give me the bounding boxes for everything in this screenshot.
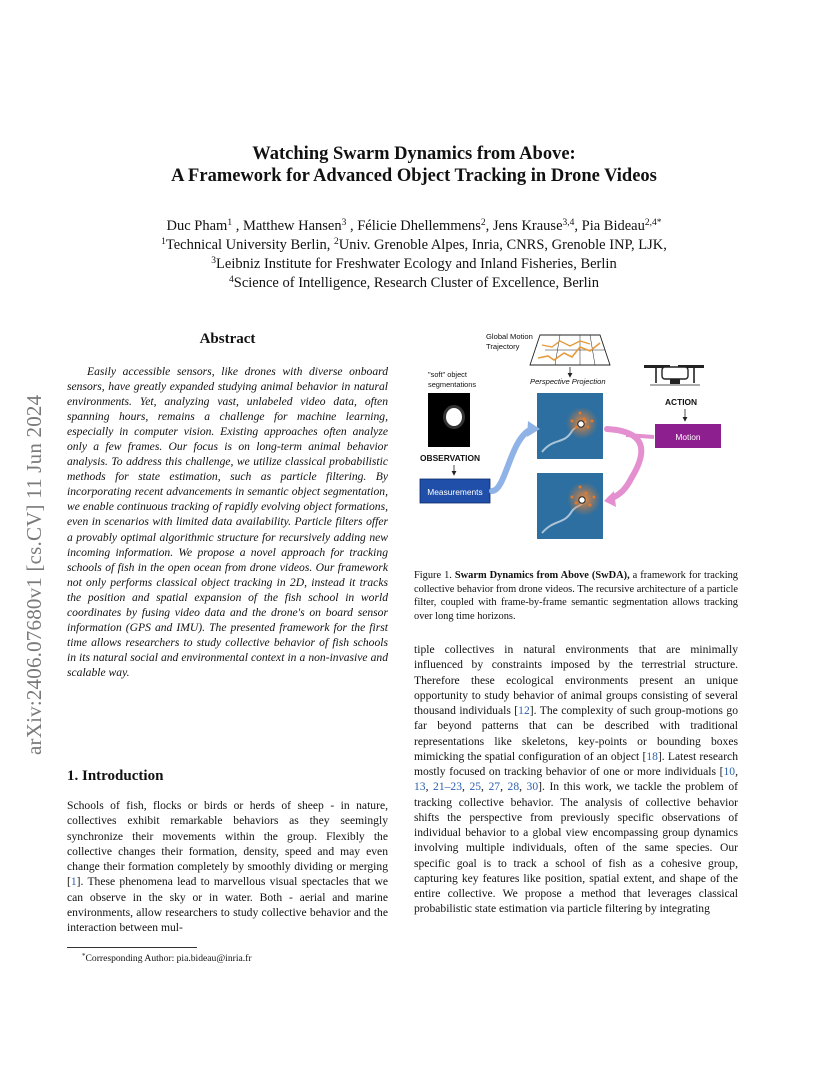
author-affiliation-mark: 3	[341, 218, 347, 228]
abstract-text: Easily accessible sensors, like drones with diverse onboard sensors, have greatly expanded studying animal behavior in natural environments. Yet, analyzing vast, unlabeled video data, often spanning hours, remains a challenge for machine learning, especially in computer vision. Existing approaches often analyze only a few frames. Our focus is on long-term animal behavior analysis. To address this challenge, we utilize classical probabilistic methods for state estimation, such as particle filtering. By incorporating recent advancements in semantic object segmentation, we enable continuous tracking of rapidly evolving object formations, even in scenarios with limited data availability. Particle filters offer a provably optimal algorithmic structure for recursively adding new incoming information. We propose a novel approach for tracking schools of fish in the open ocean from drone videos. Our framework not only performs classical object tracking in 2D, instead it tracks the position and spatial expansion of the fish school in world coordinates by fusing video data and the drone's on board sensor information (GPS and IMU). The presented framework for the first time allows researchers to study collective behavior of fish schools in its natural social and environmental context in a non-invasive and scalable way.	[67, 365, 388, 679]
separator: ,	[481, 780, 489, 794]
citation-link[interactable]: 18	[646, 749, 658, 763]
author-block	[60, 217, 768, 293]
body-text: tiple collectives in natural environments that are minimally influenced by constraints imposed by the terrestrial structure. Therefore these ecological environments present an unique opportunity to study behavior of animal groups consisting of several thousand individuals [	[414, 643, 738, 717]
affiliation-line	[60, 255, 768, 274]
citation-link[interactable]: 25	[469, 780, 482, 794]
framework-diagram	[414, 327, 738, 559]
paper-title	[60, 143, 768, 187]
abstract-heading: Abstract	[199, 331, 256, 347]
motion-label: Motion	[675, 432, 701, 442]
author-name: Jens Krause	[492, 218, 563, 234]
affiliation-mark: 3	[211, 256, 217, 266]
separator: ,	[519, 780, 527, 794]
perspective-projection-label: Perspective Projection	[530, 377, 606, 386]
body-text: ]. The complexity of such group-motions go far beyond patterns that can be described with traditional representations like skeletons, key-points or bounding boxes mimicking the spatial configuration of an object [	[414, 704, 738, 763]
body-text: Schools of fish, flocks or birds or herds of sheep - in nature, collectives exhibit remarkable behaviors as they seemingly synchronize their movements within the group. Flexibly the collective changes their formation, density, speed and may even change their formation completely by smoothly dividing or merging [	[67, 799, 388, 889]
footnote-mark: *	[82, 952, 86, 960]
soft-segmentation-label-1: "soft" object	[428, 370, 467, 379]
title-line-2: A Framework for Advanced Object Tracking in Drone Videos	[171, 166, 657, 186]
footnote-text: Corresponding Author: pia.bideau@inria.fr	[85, 953, 252, 964]
author-affiliation-mark: 2	[480, 218, 486, 228]
body-text: ]. These phenomena lead to marvellous visual spectacles that we can observe in the sky or in water. Both - aerial and marine environments, allow researchers to study collective behavior and the interaction between mul-	[67, 875, 388, 934]
introduction-text	[67, 798, 388, 935]
introduction-heading: 1. Introduction	[67, 768, 164, 784]
affiliation-text: Technical University Berlin,	[165, 237, 334, 253]
caption-text: a framework for tracking collective behavior from drone videos. The recursive architecture of a particle filter, coupled with frame-by-frame semantic segmentation allows tracking over long time horizons.	[414, 570, 738, 622]
author-affiliation-mark: 3,4	[562, 218, 575, 228]
global-motion-label-1: Global Motion	[486, 332, 533, 341]
citation-link[interactable]: 30	[526, 780, 539, 794]
citation-link[interactable]: 12	[518, 704, 530, 717]
observation-arrow	[492, 429, 532, 491]
observation-label: OBSERVATION	[420, 453, 481, 463]
citation-link[interactable]: 27	[488, 780, 501, 794]
affiliation-line	[60, 236, 768, 255]
author-name: Félicie Dhellemmens	[357, 218, 481, 234]
separator: ,	[500, 780, 508, 794]
affiliation-line	[60, 274, 768, 293]
citation-link[interactable]: 10	[723, 765, 736, 778]
author-affiliation-mark: 1	[227, 218, 233, 228]
affiliation-text: Science of Intelligence, Research Cluster of Excellence, Berlin	[233, 275, 599, 291]
figure-1	[414, 327, 738, 559]
author-affiliation-mark: 2,4*	[644, 218, 662, 228]
action-label: ACTION	[665, 397, 698, 407]
separator: ,	[425, 780, 434, 794]
figure-caption	[414, 569, 738, 623]
citation-link[interactable]: 28	[507, 780, 520, 794]
citation-link[interactable]: 13	[414, 780, 426, 794]
action-arrow	[607, 429, 641, 499]
separator: ,	[462, 780, 470, 794]
title-line-1: Watching Swarm Dynamics from Above:	[252, 144, 576, 164]
soft-segmentation-label-2: segmentations	[428, 380, 477, 389]
trajectory-grid	[530, 335, 610, 365]
affiliation-mark: 4	[229, 275, 234, 285]
drone-frame-top	[537, 393, 603, 459]
global-motion-label-2: Trajectory	[486, 342, 520, 351]
author-name: Pia Bideau	[581, 218, 645, 234]
introduction-text-continued	[414, 642, 738, 917]
measurements-label: Measurements	[427, 487, 483, 497]
affiliation-text: Leibniz Institute for Freshwater Ecology and Inland Fisheries, Berlin	[216, 256, 617, 272]
drone-frame-bottom	[537, 473, 603, 539]
affiliation-text: Univ. Grenoble Alpes, Inria, CNRS, Grenoble INP, LJK,	[338, 237, 667, 253]
author-name: Duc Pham	[166, 218, 228, 234]
citation-link[interactable]: 1	[70, 875, 77, 889]
caption-title: Swarm Dynamics from Above (SwDA),	[454, 570, 630, 581]
arxiv-identifier: arXiv:2406.07680v1 [cs.CV] 11 Jun 2024	[22, 394, 46, 755]
body-text: ]. In this work, we tackle the problem of tracking collective behavior. The analysis of collective behavior shifts the perspective from previously specific observations of individual behavior to a global view encompassing group dynamics involving multiple individuals, often of the same species. Our specific goal is to track a school of fish as a cohesive group, capturing key features like position, spatial extent, and shape of the entire collective. We propose a method that leverages classical probabilistic state estimation via particle filtering by integrating	[414, 780, 738, 916]
body-text: ]. Latest research mostly focused on tracking behavior of one or more individuals [	[414, 749, 739, 778]
footnote-divider	[67, 947, 197, 948]
citation-link[interactable]: 21–23	[433, 780, 463, 794]
drone-icon	[644, 365, 704, 385]
footnote	[82, 952, 252, 964]
affiliation-mark: 1	[161, 237, 166, 247]
author-name: Matthew Hansen	[242, 218, 342, 234]
affiliation-mark: 2	[334, 237, 339, 247]
separator: ,	[735, 765, 738, 778]
caption-label: Figure 1.	[414, 570, 455, 581]
author-list: Duc Pham$^1$ , Matthew Hansen$^3$ , Félicie Dhellemmens$^2$, Jens Krause$^{3,4}$, Pia Bideau$^{2,4*}$	[166, 218, 662, 234]
